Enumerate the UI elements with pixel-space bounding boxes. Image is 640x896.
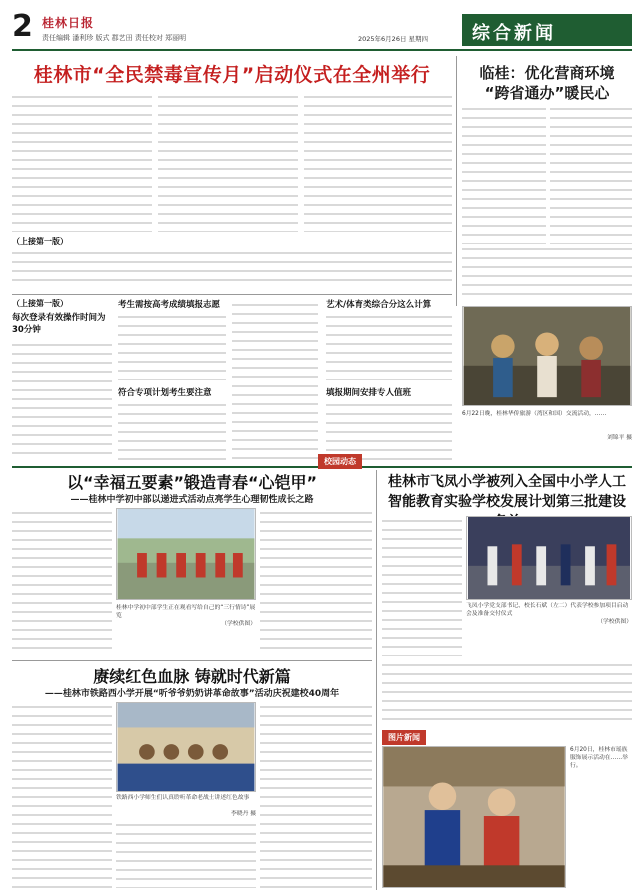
staff-credits: 责任编辑 潘利珍 版式 郡艺田 责任校对 郑丽明 (42, 34, 187, 42)
story1-body-col2 (260, 508, 372, 654)
story3-headline: 赓续红色血脉 铸就时代新篇 (93, 667, 291, 686)
story2-photo-credit: （学校供图） (597, 619, 632, 625)
story2-photo-caption: 飞凤小学党支部书记、校长石斌（左二）代表学校参加项目启动会及准备交付仪式 (466, 603, 629, 617)
photo-news-caption: 6月20日，桂林市瑶族服饰展示活动在……举行。 (570, 747, 628, 769)
story1-subtitle: ——桂林中学初中部以递进式活动点亮学生心理韧性成长之路 (70, 495, 314, 505)
story3-body-col3 (116, 820, 256, 888)
story3-photo (116, 702, 256, 792)
mid-right-title1: 艺术/体育类综合分这么计算 (326, 300, 432, 310)
right-top-photo (462, 306, 632, 406)
right-top-photo-credit: 刘锦平 摄 (606, 435, 632, 441)
mid-center-title2: 符合专项计划考生要注意 (118, 388, 212, 398)
mid-center-body1 (118, 312, 226, 380)
right-subtitle: “跨省通办”暖民心 (484, 84, 610, 102)
lead-body-col1 (12, 92, 152, 232)
newspaper-logo: 桂林日报 (42, 16, 95, 30)
story2-headline: 桂林市飞凤小学被列入全国中小学人工智能教育实验学校发展计划第三批建设 (388, 474, 626, 510)
mid-left-label: （上接第一版） (12, 299, 68, 308)
story3-body-col1 (12, 702, 112, 888)
issue-date: 2025年6月26日 星期四 (358, 35, 429, 43)
story1-photo-credit: （学校供图） (221, 621, 256, 627)
right-top-photo-caption: 6月22日晚，桂林华侨旅游（湾区和国）交流活动，…… (462, 411, 607, 417)
mid-center-title1: 考生需按高考成绩填报志愿 (118, 300, 221, 310)
right-body-col1 (462, 104, 546, 244)
story1-headline: 以“幸福五要素”锻造青春“心铠甲” (66, 473, 318, 492)
story-divider (376, 470, 377, 890)
story2-body-col2 (382, 660, 632, 722)
story1-body-col1 (12, 508, 112, 654)
lead-notice-body (12, 248, 452, 288)
mid-right-title2: 填报期间安排专人值班 (326, 388, 412, 398)
story3-rule (12, 660, 372, 661)
mid-rule (12, 294, 452, 295)
story2-photo (466, 516, 632, 600)
mid-right-body1 (326, 312, 452, 380)
story3-subtitle: ——桂林市铁路西小学开展“听爷爷奶奶讲革命故事”活动庆祝建校40周年 (44, 689, 340, 699)
mid-body-col3 (232, 300, 318, 460)
mid-center-body2 (118, 400, 226, 460)
story2-body-col1 (382, 516, 462, 656)
photo-news-tag: 图片新闻 (382, 730, 426, 745)
page-number: 2 (12, 12, 33, 42)
story1-photo (116, 508, 256, 600)
header-rule (12, 49, 632, 51)
right-body-tail (462, 244, 632, 300)
column-divider (456, 56, 457, 306)
lead-body-col2 (158, 92, 298, 232)
right-kicker: 临桂：优化营商环境 (479, 64, 615, 82)
story3-body-col2 (260, 702, 372, 888)
lead-notice-label: （上接第一版） (12, 237, 68, 246)
campus-tag: 校园动态 (318, 454, 362, 469)
photo-news-image (382, 746, 566, 888)
story3-photo-caption: 铁路西小学师生们认真聆听革命老战士讲述红色故事 (116, 795, 250, 801)
section-banner (456, 14, 632, 46)
lead-body-col3 (304, 92, 452, 232)
mid-right-body2 (326, 400, 452, 460)
mid-left-title: 每次登录有效操作时间为30分钟 (12, 313, 106, 335)
section-title: 综合新闻 (472, 23, 556, 44)
story1-photo-caption: 桂林中学初中部学生正在观看写给自己的“三行情诗”展览 (116, 605, 256, 619)
story3-photo-credit: 李晓丹 摄 (230, 811, 256, 817)
mid-left-body (12, 340, 112, 460)
right-body-col2 (550, 104, 632, 244)
lead-headline: 桂林市“全民禁毒宣传月”启动仪式在全州举行 (33, 64, 431, 86)
